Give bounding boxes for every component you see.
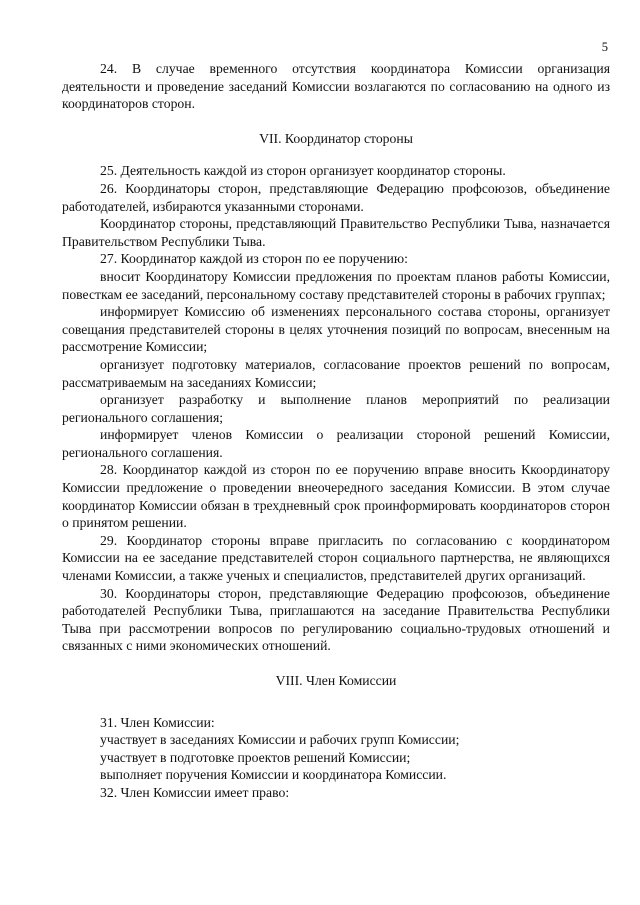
paragraph-31-item-3: выполняет поручения Комиссии и координатора Комиссии.: [100, 767, 447, 783]
document-body: [62, 60, 610, 802]
paragraph-31-item-2: участвует в подготовке проектов решений Комиссии;: [100, 749, 411, 765]
paragraph-27-item-5: информирует членов Комиссии о реализации стороной решений Комиссии, регионального соглашения.: [62, 427, 610, 460]
section-heading-vii: VII. Координатор стороны: [259, 130, 413, 146]
paragraph-31-item-1: участвует в заседаниях Комиссии и рабочих групп Комиссии;: [100, 732, 460, 748]
paragraph-25: 25. Деятельность каждой из сторон организует координатор стороны.: [100, 163, 506, 179]
paragraph-27-item-4: организует разработку и выполнение планов мероприятий по реализации регионального соглашения;: [62, 392, 610, 425]
paragraph-27: 27. Координатор каждой из сторон по ее поручению:: [100, 251, 408, 267]
paragraph-29: 29. Координатор стороны вправе пригласить по согласованию с координатором Комиссии на ее заседание представителей сторон социального партнерства, не являющихся членами Комиссии, а также ученых и специалистов, представителей других организаций.: [62, 532, 610, 584]
paragraph-27-item-3: организует подготовку материалов, согласование проектов решений по вопросам, рассматриваемым на заседаниях Комиссии;: [62, 356, 610, 390]
section-heading-viii: VIII. Член Комиссии: [275, 673, 397, 688]
paragraph-27-item-1: вносит Координатору Комиссии предложения по проектам планов работы Комиссии, повесткам ее заседаний, персональному составу представителей стороны в рабочих группах;: [62, 268, 610, 302]
paragraph-26: 26. Координаторы сторон, представляющие Федерацию профсоюзов, объединение работодателей, избираются указанными сторонами.: [62, 180, 610, 214]
paragraph-26-govt: Координатор стороны, представляющий Правительство Республики Тыва, назначается Правительством Республики Тыва.: [62, 216, 610, 249]
paragraph-31: 31. Член Комиссии:: [100, 714, 215, 730]
paragraph-24: 24. В случае временного отсутствия координатора Комиссии организация деятельности и проведение заседаний Комиссии возлагаются по согласованию на одного из координаторов сторон.: [62, 61, 610, 112]
member-list: [62, 714, 610, 802]
paragraph-27-item-2: информирует Комиссию об изменениях персонального состава стороны, организует совещания представителей стороны в целях уточнения позиций по вопросам, внесенным на рассмотрение Комиссии;: [62, 304, 610, 355]
paragraph-30: 30. Координаторы сторон, представляющие Федерацию профсоюзов, объединение работодателей Республики Тыва, приглашаются на заседание Правительства Республики Тыва при рассмотрении вопросов по регулированию социально-трудовых отношений и связанных с ними экономических отношений.: [62, 585, 610, 654]
page-number: 5: [601, 40, 608, 54]
paragraph-28: 28. Координатор каждой из сторон по ее поручению вправе вносить Ккоординатору Комиссии предложение о проведении внеочередного заседания Комиссии. В этом случае координатор Комиссии обязан в трехдневный срок проинформировать координаторов сторон о принятом решении.: [62, 462, 610, 531]
paragraph-32: 32. Член Комиссии имеет право:: [100, 784, 290, 800]
